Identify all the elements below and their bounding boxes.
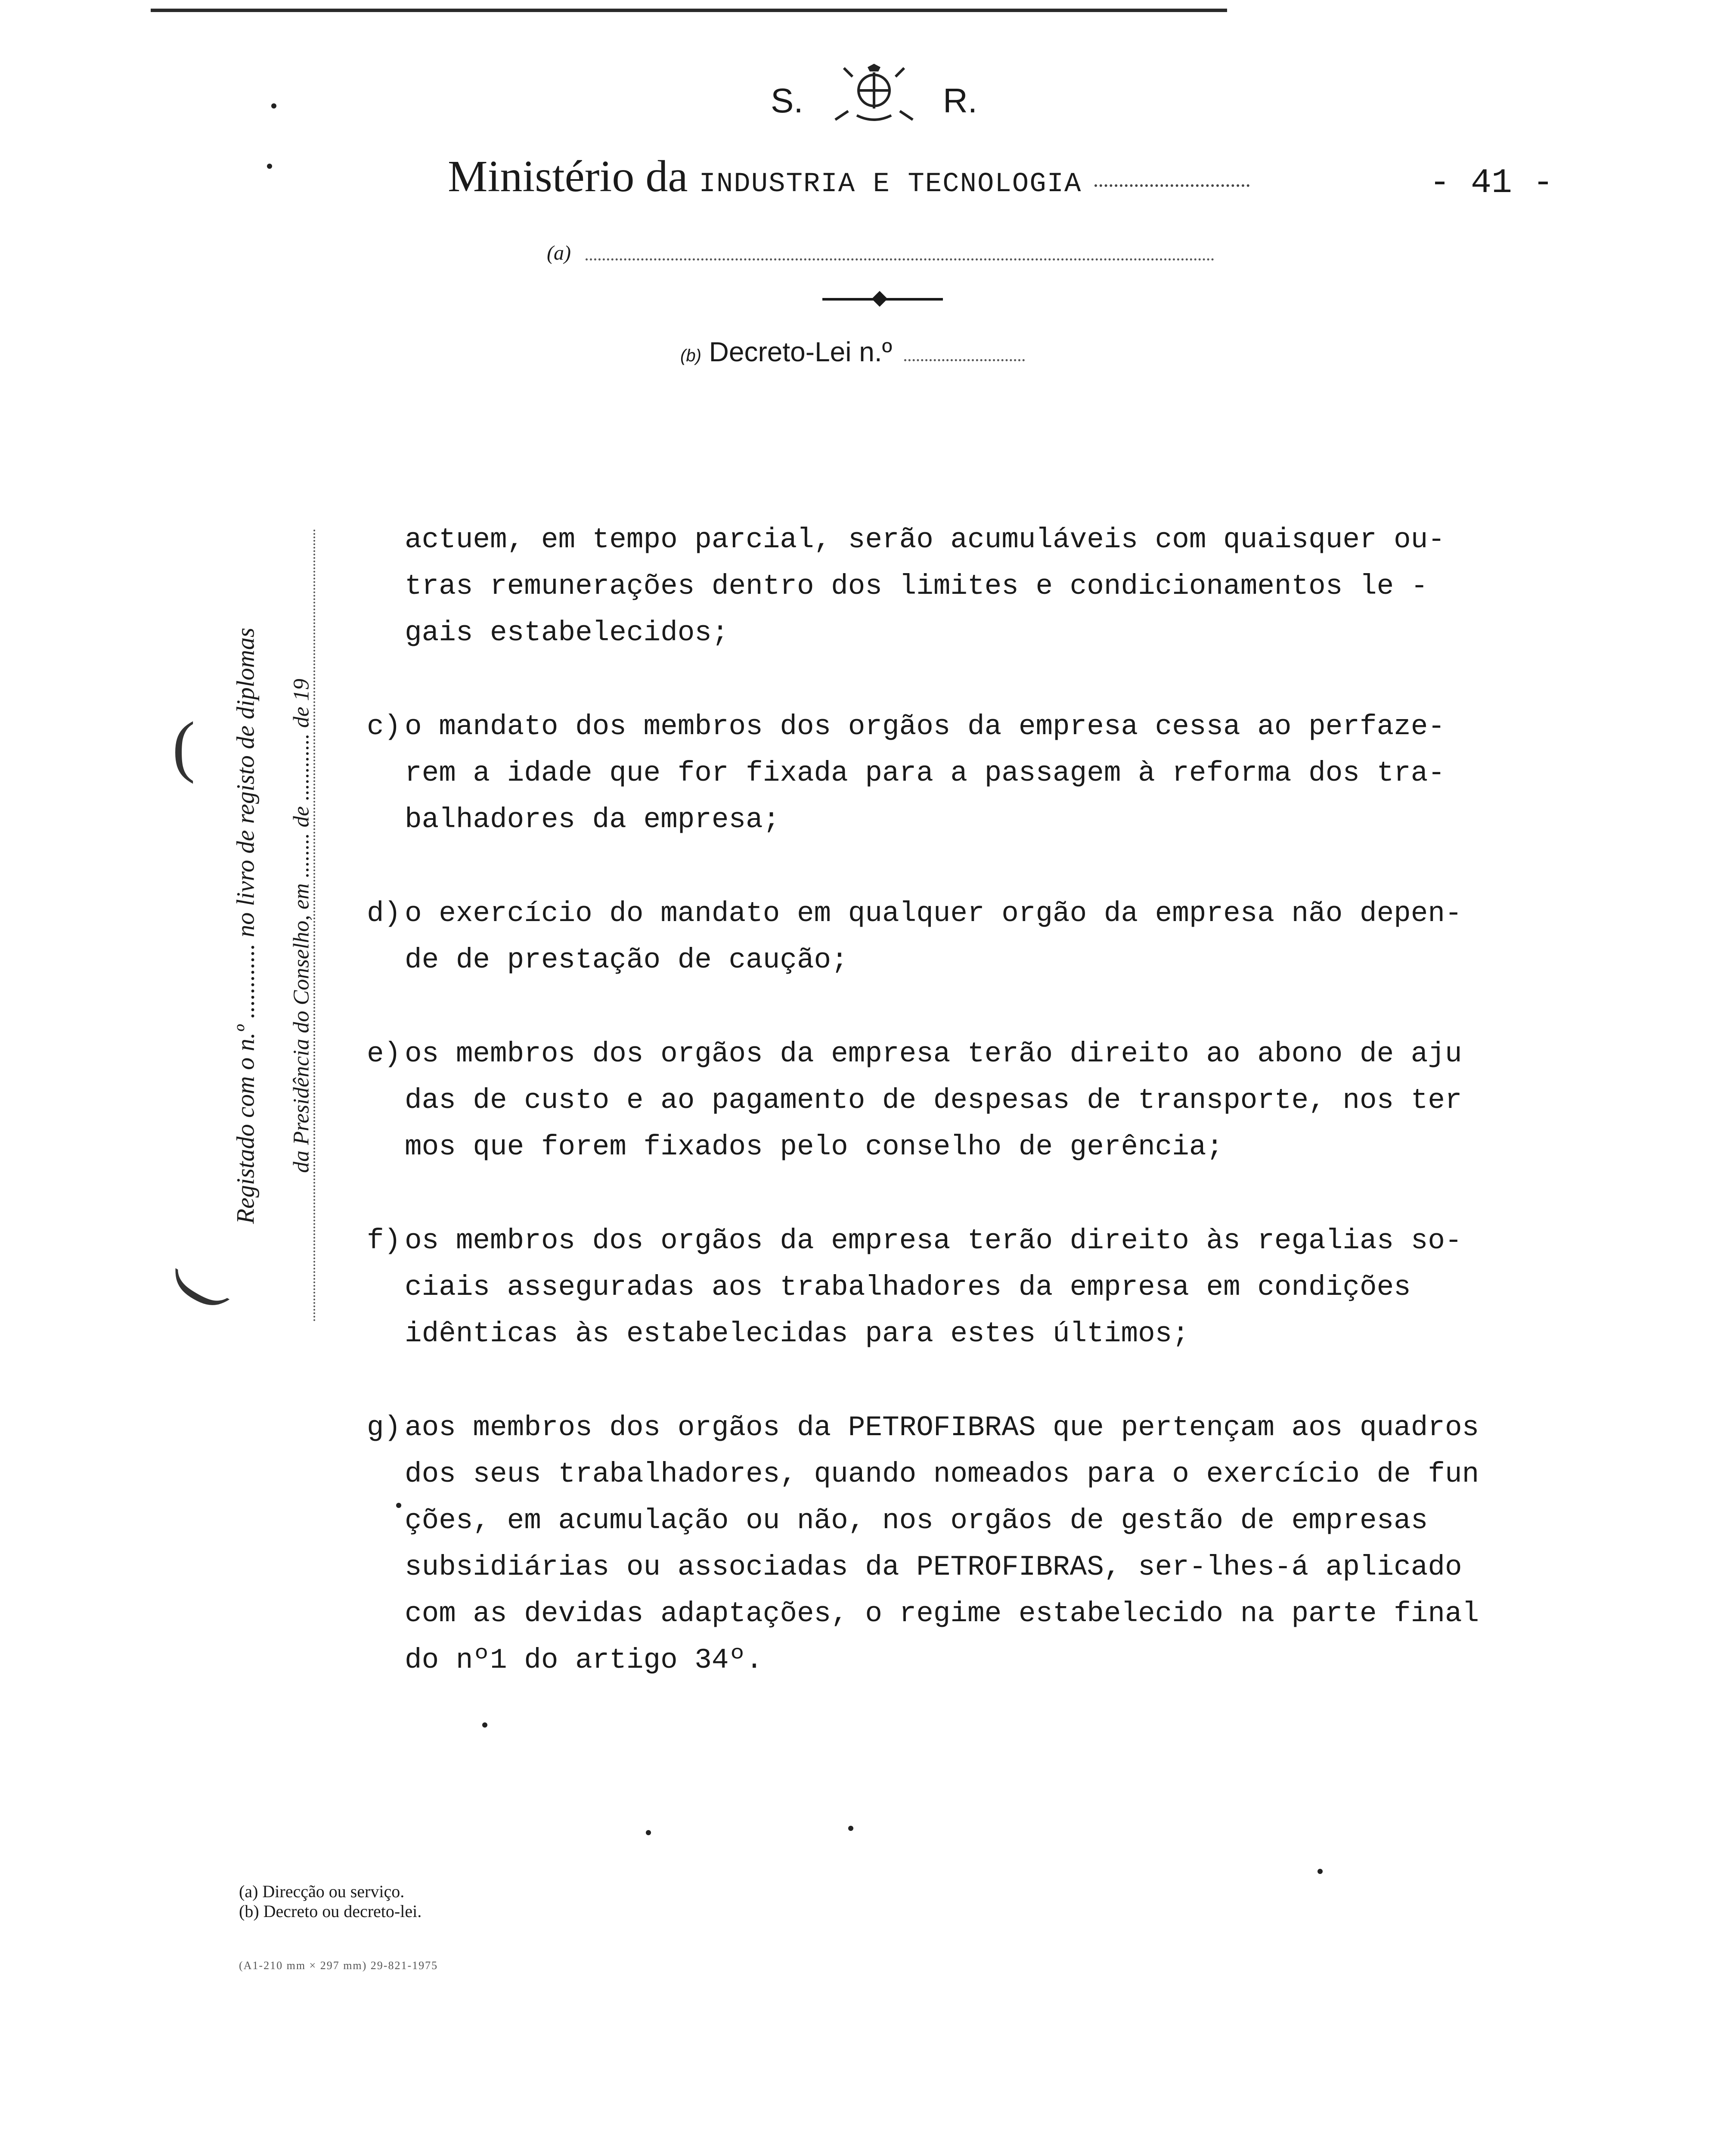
paragraph-continuation — [405, 517, 1580, 656]
text-line: mos que forem fixados pelo conselho de gerência; — [405, 1131, 1224, 1163]
text-line: de de prestação de caução; — [405, 944, 848, 976]
decree-body — [367, 517, 1580, 1684]
text-line: idênticas às estabelecidas para estes últimos; — [405, 1318, 1189, 1350]
decree-marker: (b) — [680, 346, 701, 365]
text-line: tras remunerações dentro dos limites e condicionamentos le - — [405, 570, 1428, 602]
paragraph-e — [367, 1031, 1580, 1170]
paragraph-c — [367, 704, 1580, 843]
field-a-label: (a) — [547, 242, 571, 264]
paper-speck — [1318, 1869, 1323, 1874]
print-code: (A1-210 mm × 297 mm) 29-821-1975 — [239, 1959, 438, 1972]
divider-diamond-icon — [872, 291, 888, 307]
ministry-heading — [448, 151, 1249, 202]
text-line: gais estabelecidos; — [405, 617, 729, 649]
text-line: subsidiárias ou associadas da PETROFIBRAS, ser-lhes-á aplicado — [405, 1551, 1462, 1583]
text-line: o mandato dos membros dos orgãos da empresa cessa ao perfaze- — [405, 710, 1445, 743]
paragraph-letter: f) — [367, 1225, 401, 1257]
text-line: os membros dos orgãos da empresa terão direito às regalias so- — [405, 1225, 1462, 1257]
coat-of-arms-icon — [827, 64, 921, 124]
text-line: do nº1 do artigo 34º. — [405, 1644, 763, 1676]
seal-left-letter: S. — [771, 81, 803, 120]
text-line: balhadores da empresa; — [405, 803, 780, 836]
decree-dotted-line — [904, 359, 1025, 361]
paper-speck — [396, 1503, 401, 1508]
paragraph-letter: c) — [367, 710, 401, 743]
text-line: os membros dos orgãos da empresa terão direito ao abono de aju — [405, 1038, 1462, 1070]
ministry-dotted-line — [1094, 184, 1249, 187]
seal-right-letter: R. — [943, 81, 977, 120]
paper-speck — [271, 103, 276, 109]
paragraph-letter: g) — [367, 1412, 401, 1444]
footnote-a: (a) Direcção ou serviço. — [239, 1882, 405, 1901]
paper-speck — [267, 164, 272, 169]
field-a-dotted-line — [586, 258, 1214, 261]
text-line: actuem, em tempo parcial, serão acumuláveis com quaisquer ou- — [405, 524, 1445, 556]
text-line: ções, em acumulação ou não, nos orgãos de gestão de empresas — [405, 1505, 1428, 1537]
paragraph-f — [367, 1218, 1580, 1357]
text-line: rem a idade que for fixada para a passagem à reforma dos tra- — [405, 757, 1445, 789]
paragraph-d — [367, 890, 1580, 983]
margin-registration-text: Registado com o n.º ............ no livro de registo de diplomas — [231, 627, 260, 1224]
footnote-b: (b) Decreto ou decreto-lei. — [239, 1902, 422, 1921]
top-rule — [151, 9, 1227, 12]
margin-bracket-bottom-icon: ( — [153, 1259, 231, 1318]
ministry-name: INDUSTRIA E TECNOLOGIA — [699, 169, 1082, 200]
ministry-prefix: Ministério da — [448, 152, 688, 201]
text-line: com as devidas adaptações, o regime estabelecido na parte final — [405, 1598, 1479, 1630]
decree-label: Decreto-Lei n.º — [709, 336, 893, 367]
paper-speck — [646, 1830, 651, 1835]
margin-column-2 — [280, 517, 323, 1335]
text-line: ciais asseguradas aos trabalhadores da empresa em condições — [405, 1271, 1411, 1303]
paper-speck — [848, 1826, 853, 1831]
text-line: o exercício do mandato em qualquer orgão da empresa não depen- — [405, 897, 1462, 930]
paragraph-letter: e) — [367, 1038, 401, 1070]
paper-speck — [482, 1722, 487, 1728]
paragraph-letter: d) — [367, 897, 401, 930]
registration-margin — [224, 517, 336, 1335]
text-line: aos membros dos orgãos da PETROFIBRAS que pertençam aos quadros — [405, 1412, 1479, 1444]
margin-bracket-top-icon: ( — [172, 707, 195, 784]
text-line: das de custo e ao pagamento de despesas de transporte, nos ter — [405, 1084, 1462, 1117]
margin-council-text: da Presidência do Conselho, em ........ de ............ de 19 — [289, 679, 314, 1173]
margin-column-1 — [224, 517, 267, 1335]
paragraph-g — [367, 1405, 1580, 1684]
decree-line — [680, 336, 1025, 368]
footnotes — [239, 1882, 422, 1921]
letterhead-seal — [771, 64, 1012, 124]
page-number: - 41 - — [1429, 164, 1554, 203]
margin-dotted-line — [313, 530, 315, 1322]
text-line: dos seus trabalhadores, quando nomeados para o exercício de fun — [405, 1458, 1479, 1490]
